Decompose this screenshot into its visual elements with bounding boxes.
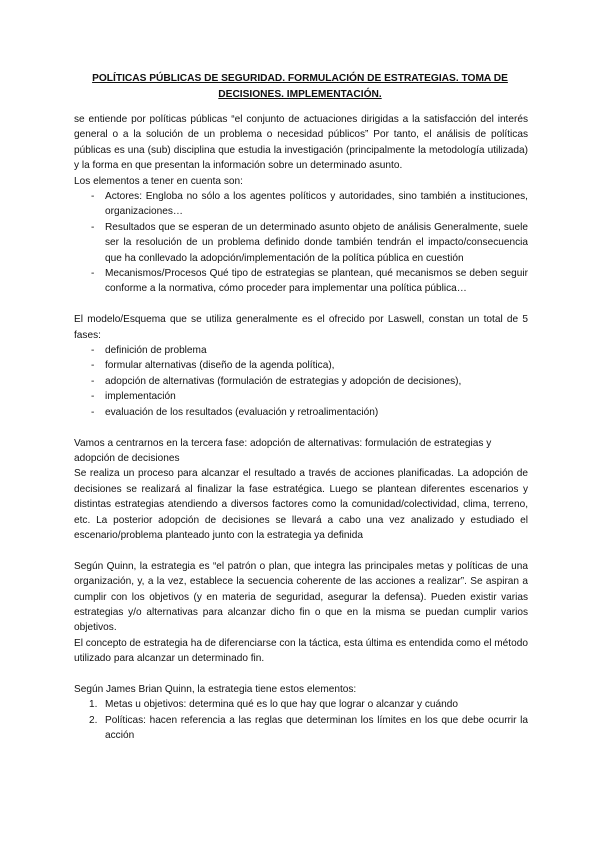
quinn-definition-paragraph: Según Quinn, la estrategia es “el patrón o plan, que integra las principales metas y políticas de una organización, y, a la vez, establece la secuencia coherente de las acciones a realizar”. Se aspiran a cumplir con los objetivos (y en materia de seguridad, asegurar la defensa). Pueden existir varias estrategias y/o alternativas para alcanzar dicho fin o que en la misma se puedan cumplir varios objetivos. [74, 560, 528, 634]
list-item-text: Políticas: hacen referencia a las reglas que determinan los límites en los que debe ocurrir la acción [105, 714, 528, 742]
phases-list [74, 343, 528, 420]
list-number: 1. [89, 699, 98, 711]
list-item-text: Metas u objetivos: determina qué es lo que hay que lograr o alcanzar y cuándo [105, 699, 458, 711]
third-phase-intro: Vamos a centrarnos en la tercera fase: adopción de alternativas: formulación de estrategias y adopción de decisiones [74, 437, 492, 464]
list-item: - formular alternativas (diseño de la agenda política), [74, 358, 528, 373]
paragraph-gap [74, 543, 528, 558]
paragraph-gap [74, 667, 528, 682]
paragraph-gap [74, 420, 528, 435]
list-item: - Resultados que se esperan de un determinado asunto objeto de análisis Generalmente, suele ser la resolución de un problema definido donde también tendrán el impacto/consecuencia que ha conllevado la adopción/implementación de la política pública en cuestión [74, 220, 528, 266]
elements-heading: Los elementos a tener en cuenta son: [74, 175, 243, 187]
list-number: 2. [89, 714, 98, 726]
quinn-elements-list [74, 697, 528, 743]
quinn-elements-intro: Según James Brian Quinn, la estrategia tiene estos elementos: [74, 683, 357, 695]
elements-list [74, 189, 528, 297]
document-body [74, 112, 528, 744]
model-intro-paragraph: El modelo/Esquema que se utiliza generalmente es el ofrecido por Laswell, constan un total de 5 fases: [74, 314, 528, 341]
list-item [74, 697, 528, 712]
list-item: - adopción de alternativas (formulación de estrategias y adopción de decisiones), [74, 374, 528, 389]
paragraph-gap [74, 297, 528, 312]
third-phase-paragraph: Se realiza un proceso para alcanzar el resultado a través de acciones planificadas. La adopción de decisiones se realizará al finalizar la fase estratégica. Luego se plantean diferentes escenarios y distintas estrategias atendiendo a diversos factores como la comunidad/colectividad, clima, terreno, etc. La posterior adopción de decisiones se llevará a cabo una vez analizado y estudiado el escenario/problema planteado junto con la estrategia ya definida [74, 468, 528, 541]
list-item: - Mecanismos/Procesos Qué tipo de estrategias se plantean, qué mecanismos se deben seguir conforme a la normativa, cómo proceder para implementar una política pública… [74, 266, 528, 297]
tactic-paragraph: El concepto de estrategia ha de diferenciarse con la táctica, esta última es entendida como el método utilizado para alcanzar un determinado fin. [74, 637, 528, 665]
document-title: POLÍTICAS PÚBLICAS DE SEGURIDAD. FORMULACIÓN DE ESTRATEGIAS. TOMA DE DECISIONES. IMPLEMENTACIÓN. [92, 73, 508, 100]
list-item: - Actores: Engloba no sólo a los agentes políticos y autoridades, sino también a instituciones, organizaciones… [74, 189, 528, 220]
list-item: - definición de problema [74, 343, 528, 358]
list-item: - evaluación de los resultados (evaluación y retroalimentación) [74, 405, 528, 420]
intro-paragraph: se entiende por políticas públicas “el conjunto de actuaciones dirigidas a la satisfacción del interés general o a la solución de un problema o necesidad públicos” Por tanto, el análisis de políticas públicas es una (sub) disciplina que estudia la investigación (principalmente la metodología utilizada) y la forma en que presentan la información sobre un determinado asunto. [74, 114, 528, 172]
list-item [74, 713, 528, 744]
list-item: - implementación [74, 389, 528, 404]
